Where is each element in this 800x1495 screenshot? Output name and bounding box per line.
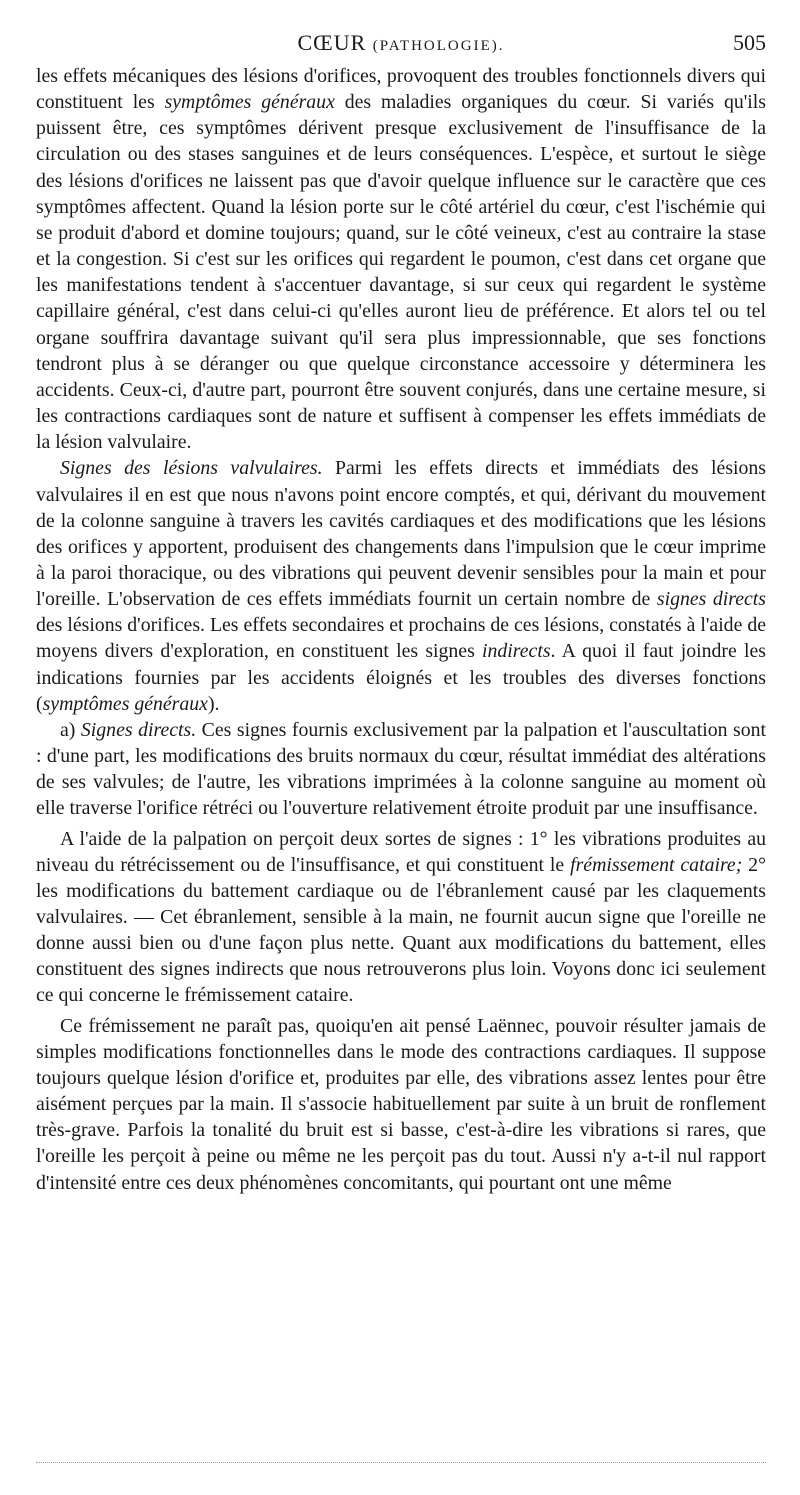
running-head [36,30,766,60]
footer-dotted-rule [36,1462,766,1463]
italic-run: Signes directs. [80,718,197,741]
text-run: Ces signes fournis exclusivement par la palpation et l'auscultation sont : d'une part, les modifications des bruits normaux du cœur, résultat immédiat des altérations de ses valvules; de l'autre, les vibrations imprimées à la colonne sanguine au moment où elle traverse l'orifice rétréci ou l'ouverture relativement étroite produit par une insuffisance. [36,718,766,820]
text-run: a) [60,718,81,741]
paragraph [36,717,766,822]
italic-run: symptômes généraux [42,692,208,715]
italic-run: signes directs [656,588,766,611]
running-title-main: CŒUR [297,30,367,55]
text-run: Ce frémissement ne paraît pas, quoiqu'en ait pensé Laënnec, pouvoir résulter jamais de simples modifications fonctionnelles dans le mode des contractions cardiaques. Il suppose toujours quelque lésion d'orifice et, produites par elle, des vibrations assez lentes pour être aisément perçues par la main. Il s'associe habituellement par suite à un bruit de ronflement très-grave. Parfois la tonalité du bruit est si basse, c'est-à-dire les vibrations si rares, que l'oreille les perçoit à peine ou même ne les perçoit pas du tout. Aussi n'y a-t-il nul rapport d'intensité entre ces deux phénomènes concomitants, qui pourtant ont une même [36,1014,766,1194]
text-run: . A quoi il faut joindre les indications fournies par les accidents éloignés et les troubles des diverses fonctions ( [36,640,766,715]
text-run: 2° les modifications du battement cardiaque ou de l'ébranlement causé par les claquements valvulaires. — Cet ébranlement, sensible à la main, ne fournit aucun signe que l'oreille ne donne aussi bien ou d'une façon plus nette. Quant aux modifications du battement, elles constituent des signes indirects que nous retrouverons plus loin. Voyons donc ici seulement ce qui concerne le frémissement cataire. [36,853,766,1007]
paragraph [36,826,766,1009]
italic-run: Signes des lésions valvulaires. [60,457,323,480]
running-title-subtitle: (PATHOLOGIE). [372,38,505,54]
text-run: des maladies organiques du cœur. Si variés qu'ils puissent être, ces symptômes dérivent presque exclusivement de l'insuffisance de la circulation ou des stases sanguines et de leurs conséquences. L'espèce, et surtout le siège des lésions d'orifices ne laissent pas que d'avoir quelque influence sur le caractère que ces symptômes affectent. Quand la lésion porte sur le côté artériel du cœur, c'est l'ischémie qui se produit d'abord et domine toujours; quand, sur le côté veineux, c'est au contraire la stase et la congestion. Si c'est sur les orifices qui regardent le poumon, c'est dans cet organe que les manifestations tendent à s'accentuer davantage, si sur ceux qui regardent le système capillaire général, c'est dans celui-ci qu'elles auront lieu de préférence. Et alors tel ou tel organe souffrira davantage suivant qu'il sera plus impressionnable, que ses fonctions tendront plus à se déranger ou que quelque circonstance accessoire y déterminera les accidents. Ceux-ci, d'autre part, pourront être souvent conjurés, dans une certaine mesure, si les contractions cardiaques sont de nature et suffisent à compenser les effets immédiats de la lésion valvulaire. [36,91,766,454]
paragraph [36,63,766,455]
paragraph [36,455,766,717]
body-text [36,63,766,1196]
italic-run: frémissement cataire; [570,853,743,876]
text-run: les effets mécaniques des lésions d'orifices, provoquent des troubles fonctionnels divers qui constituent les [36,65,766,114]
italic-run: symptômes généraux [164,91,335,114]
paragraph [36,1013,766,1196]
text-run: des lésions d'orifices. Les effets secondaires et prochains de ces lésions, constatés à l'aide de moyens divers d'exploration, en constituent les signes [36,614,766,663]
italic-run: indirects [482,640,551,663]
page-number: 505 [733,30,766,55]
text-run: ). [207,692,220,715]
running-title [36,30,766,56]
text-run: Parmi les effets directs et immédiats des lésions valvulaires il en est que nous n'avons point encore comptés, et qui, dérivant du mouvement de la colonne sanguine à travers les cavités cardiaques et des modifications que les lésions des orifices y apportent, produisent des changements dans l'impulsion que le cœur imprime à la paroi thoracique, ou des vibrations qui peuvent devenir sensibles pour la main et pour l'oreille. L'observation de ces effets immédiats fournit un certain nombre de [36,457,766,611]
text-run: A l'aide de la palpation on perçoit deux sortes de signes : 1° les vibrations produites au niveau du rétrécissement ou de l'insuffisance, et qui constituent le [36,827,766,876]
